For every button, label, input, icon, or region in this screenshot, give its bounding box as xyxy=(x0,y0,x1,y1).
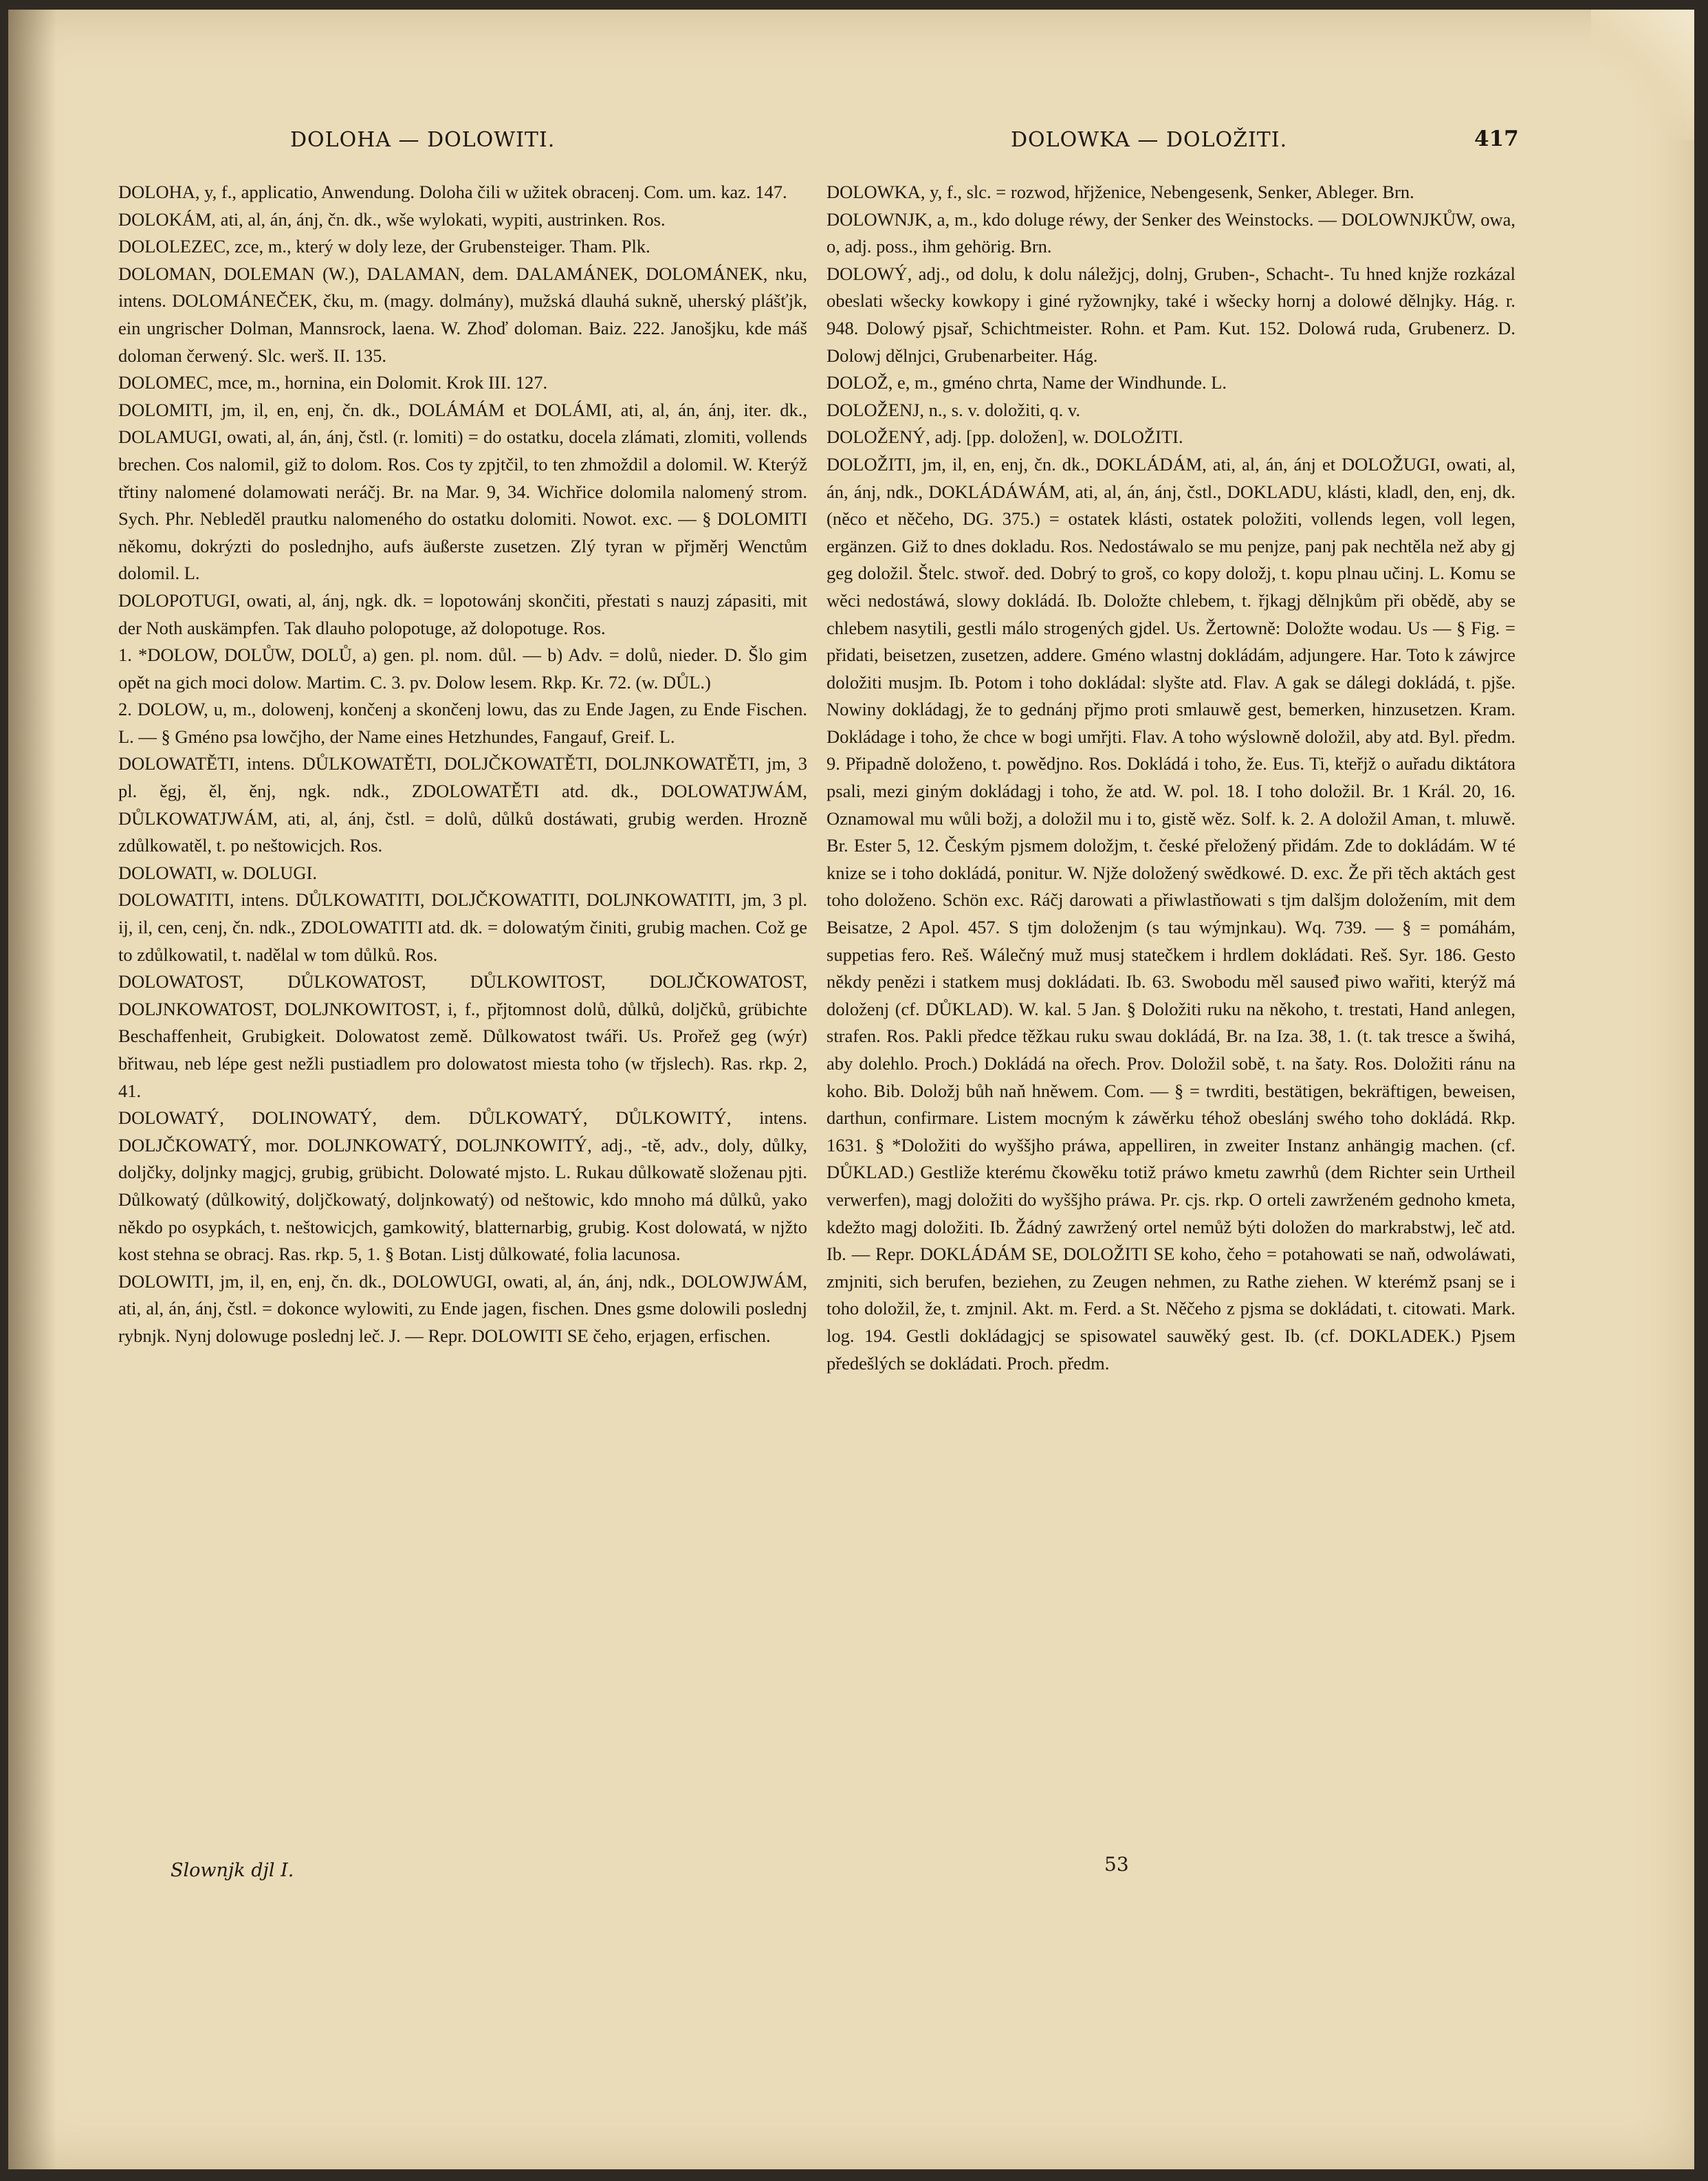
entry-dolowateti: DOLOWATĚTI, intens. DŮLKOWATĚTI, DOLJČKOWATĚTI, DOLJNKOWATĚTI, jm, 3 pl. ěgj, ěl, ěnj, ngk. ndk., ZDOLOWATĚTI atd. dk., DOLOWATJWÁM, DŮLKOWATJWÁM, ati, al, ánj, čstl. = dolů, důlků dostáwati, grubig werden. Hrozně zdůlkowatěl, t. po neštowicjch. Ros. xyxy=(118,753,807,856)
folded-page-corner xyxy=(1591,10,1694,140)
left-column xyxy=(118,179,807,1857)
entry-doloha: DOLOHA, y, f., applicatio, Anwendung. Doloha čili w užitek obracenj. Com. um. kaz. 147. xyxy=(118,182,787,202)
entry-dolokam: DOLOKÁM, ati, al, án, ánj, čn. dk., wše wylokati, wypiti, austrinken. Ros. xyxy=(118,208,666,230)
entry-dolownjk: DOLOWNJK, a, m., kdo doluge réwy, der Senker des Weinstocks. — DOLOWNJKŮW, owa, o, adj. poss., ihm gehörig. Brn. xyxy=(826,208,1515,257)
entry-dolowiti: DOLOWITI, jm, il, en, enj, čn. dk., DOLOWUGI, owati, al, án, ánj, ndk., DOLOWJWÁM, ati, al, án, ánj, čstl. = dokonce wylowiti, zu Ende jagen, fischen. Dnes gsme dolowili poslednj rybnjk. Nynj dolowuge poslednj leč. J. — Repr. DOLOWITI SE čeho, erjagen, erfischen. xyxy=(118,1270,807,1346)
entry-dolow-1: 1. *DOLOW, DOLŮW, DOLŮ, a) gen. pl. nom. důl. — b) Adv. = dolů, nieder. D. Šlo gim opět na gich moci dolow. Martim. C. 3. pv. Dolow lesem. Rkp. Kr. 72. (w. DŮL.) xyxy=(118,644,807,693)
entry-dolowy: DOLOWÝ, adj., od dolu, k dolu náležjcj, dolnj, Gruben-, Schacht-. Tu hned knjže rozkázal obeslati wšecky kowkopy i giné ryžownjky, také i wšecky hornj a dolowé dělnjky. Hág. r. 948. Dolowý pjsař, Schichtmeister. Rohn. et Pam. Kut. 152. Dolowá ruda, Grubenerz. D. Dolowj dělnjci, Grubenarbeiter. Hág. xyxy=(826,263,1515,366)
book-spine-shadow xyxy=(8,10,56,2169)
entry-dolow-2: 2. DOLOW, u, m., dolowenj, končenj a skončenj lowu, das zu Ende Jagen, zu Ende Fischen. L. — § Gméno psa lowčjho, der Name eines Hetzhundes, Fangauf, Greif. L. xyxy=(118,699,807,747)
entry-dolomec: DOLOMEC, mce, m., hornina, ein Dolomit. Krok III. 127. xyxy=(118,372,548,393)
entry-dolomiti: DOLOMITI, jm, il, en, enj, čn. dk., DOLÁMÁM et DOLÁMI, ati, al, án, ánj, iter. dk., DOLAMUGI, owati, al, án, ánj, čstl. (r. lomiti) = do ostatku, docela zlámati, zlomiti, vollends brechen. Cos nalomil, giž to dolom. Ros. Cos ty zpjtčil, to ten zhmoždil a dolomil. W. Kterýž třtiny nalomené dolamowati neráčj. Br. na Mar. 9, 34. Wichřice dolomila nalomený strom. Sych. Phr. Nebleděl prautku nalomeného do ostatku dolomiti. Nowot. exc. — § DOLOMITI někomu, dokrýzti do poslednjho, aufs äußerste zusetzen. Zlý tyran w přjměrj Wenctům dolomil. L. xyxy=(118,399,807,584)
entry-dolozeny: DOLOŽENÝ, adj. [pp. doložen], w. DOLOŽITI. xyxy=(826,426,1183,448)
entry-dolož: DOLOŽ, e, m., gméno chrta, Name der Windhunde. L. xyxy=(826,372,1227,393)
entry-dolowatost: DOLOWATOST, DŮLKOWATOST, DŮLKOWITOST, DOLJČKOWATOST, DOLJNKOWATOST, DOLJNKOWITOST, i, f., přjtomnost dolů, důlků, doljčků, grübichte Beschaffenheit, Grubigkeit. Dolowatost země. Důlkowatost twáři. Us. Prořež geg (wýr) břitwau, neb lépe gest nežli pustiadlem pro dolowatost miesta toho (w třjslech). Ras. rkp. 2, 41. xyxy=(118,971,807,1101)
entry-doloman: DOLOMAN, DOLEMAN (W.), DALAMAN, dem. DALAMÁNEK, DOLOMÁNEK, nku, intens. DOLOMÁNEČEK, čku, m. (magy. dolmány), mužská dlauhá sukně, uherský plášťjk, ein ungrischer Dolman, Mannsrock, laena. W. Zhoď doloman. Baiz. 222. Janošjku, kde máš doloman čerwený. Slc. werš. II. 135. xyxy=(118,263,807,366)
right-column xyxy=(826,179,1515,1857)
entry-doložiti: DOLOŽITI, jm, il, en, enj, čn. dk., DOKLÁDÁM, ati, al, án, ánj et DOLOŽUGI, owati, al, án, ánj, ndk., DOKLÁDÁWÁM, ati, al, án, ánj, čstl., DOKLADU, klásti, kladl, den, enj, dk. (něco et něčeho, DG. 375.) = ostatek klásti, ostatek položiti, vollends legen, voll legen, ergänzen. Giž to dnes dokladu. Ros. Nedostáwalo se mu penjze, panj pak nechtěla než aby gj geg doložil. Štelc. stwoř. ded. Dobrý to groš, co kopy doložj, t. kopu plnau učinj. L. Komu se wěci nedostáwá, slowy dokládá. Ib. Doložte chlebem, t. řjkagj dělnjkům při obědě, aby se chlebem nasytili, gestli málo strogených gjdel. Us. Žertowně: Doložte wodau. Us — § Fig. = přidati, beisetzen, zusetzen, addere. Gméno wlastnj dokládám, adjungere. Har. Toto k záwjrce doložiti musjm. Ib. Potom i toho dokládal: slyšte atd. Flav. A gak se dálegi dokládá, t. pjše. Nowiny dokládagj, že to gednánj přjmo proti smlauwě gest, bemerken, hinzusetzen. Kram. Dokládage i toho, že chce w bogi umřjti. Flav. A toho wýslowně doložil, aby atd. Byl. předm. 9. Připadně doloženo, t. powědjno. Ros. Dokládá i toho, že. Eus. Ti, kteřjž o auřadu diktátora psali, mezi giným dokládagj i toho, že atd. W. pol. 18. I toho doložil. Br. 1 Král. 20, 16. Oznamowal mu wůli božj, a doložil mu i to, gistě wěz. Solf. k. 2. A doložil Aman, t. mluwě. Br. Ester 5, 12. Českým pjsmem doložjm, t. české přeložený přidám. Zde to dokládám. W té knize se i toho dokládá, ponitur. W. Njže doložený swědkowé. D. exc. Že při těch aktách gest toho doloženo. Schön exc. Ráčj darowati a přiwlastňowati s tjm dalšjm doložením, mit dem Beisatze, 2 Apol. 457. S tjm doloženjm (s tau wýmjnkau). Wq. 739. — § = pomáhám, suppetias fero. Reš. Wálečný muž musj statečkem i hrdlem dokládati. Reš. Syr. 186. Gesto někdy penězi i statkem musj dokládati. Ib. 63. Swobodu měl sauseđ piwo wařiti, kterýž má doloženj (cf. DŮKLAD). W. kal. 5 Jan. § Doložiti ruku na někoho, t. trestati, Hand anlegen, strafen. Ros. Pakli předce těžkau ruku swau dokládá, Br. na Iza. 38, 1. (t. tak tresce a šwihá, aby dolehlo. Proch.) Dokládá na ořech. Prov. Doložil sobě, t. na šaty. Ros. Doložiti ránu na koho. Bib. Doložj bůh naň hněwem. Com. — § = twrditi, bestätigen, bekräftigen, beweisen, darthun, confirmare. Listem mocným k záwěrku téhož obeslánj swého toho dokládá. Rkp. 1631. § *Doložiti do wyššjho práwa, appelliren, in zweiter Instanz anhängig machen. (cf. DŮKLAD.) Gestliže kterému čkowěku totiž práwo kmetu zawrhů (dem Richter sein Urtheil verwerfen), magj doložiti do wyššjho práwa. Pr. cjs. rkp. O orteli zawrženém gednoho kmeta, kdežto magj doložiti. Ib. Žádný zawržený ortel nemůž býti doložen do markrabstwj, leč atd. Ib. — Repr. DOKLÁDÁM SE, DOLOŽITI SE koho, čeho = potahowati se naň, odwoláwati, zmjniti, sich berufen, beziehen, zu Zeugen nehmen, zu Rathe ziehen. W kterémž psanj se i toho doložil, že, t. zmjnil. Akt. m. Ferd. a St. Něčeho z pjsma se dokládati, t. citowati. Mark. log. 194. Gestli dokládagjcj se spisowatel sauwěký gest. Ib. (cf. DOKLADEK.) Pjsem předešlých se dokládati. Proch. předm. xyxy=(826,453,1515,1374)
signature-mark: Slownjk djl I. xyxy=(171,1860,294,1881)
entry-dolowatiti: DOLOWATITI, intens. DŮLKOWATITI, DOLJČKOWATITI, DOLJNKOWATITI, jm, 3 pl. ij, il, cen, cenj, čn. ndk., ZDOLOWATITI atd. dk. = dolowatým činiti, grubig machen. Což ge to zdůlkowatil, t. nadělal w tom důlků. Ros. xyxy=(118,889,807,965)
entry-dolowati: DOLOWATI, w. DOLUGI. xyxy=(118,862,317,883)
sheet-number: 53 xyxy=(1104,1853,1129,1876)
page-number: 417 xyxy=(1474,127,1519,151)
entry-dolowaty: DOLOWATÝ, DOLINOWATÝ, dem. DŮLKOWATÝ, DŮLKOWITÝ, intens. DOLJČKOWATÝ, mor. DOLJNKOWATÝ, DOLJNKOWITÝ, adj., -tě, adv., doly, důlky, doljčky, doljnky magjcj, grubig, grübicht. Dolowaté mjsto. L. Rukau důlkowatě složenau pjti. Důlkowatý (důlkowitý, doljčkowatý, doljnkowatý) od neštowic, kdo mnoho má důlků, yako někdo po osypkách, t. neštowicjch, gamkowitý, blatternarbig, grubig. Kost dolowatá, w njžto kost stehna se obracj. Ras. rkp. 5, 1. § Botan. Listj důlkowaté, folia lacunosa. xyxy=(118,1107,807,1265)
entry-doloženj: DOLOŽENJ, n., s. v. doložiti, q. v. xyxy=(826,399,1081,420)
right-running-head: DOLOWKA — DOLOŽITI. xyxy=(1011,128,1288,152)
entry-dolopotugi: DOLOPOTUGI, owati, al, ánj, ngk. dk. = lopotowánj skončiti, přestati s nauzj zápasiti, mit der Noth auskämpfen. Tak dlauho polopotuge, až dolopotuge. Ros. xyxy=(118,589,807,638)
left-running-head: DOLOHA — DOLOWITI. xyxy=(290,128,556,152)
entry-dolowka: DOLOWKA, y, f., slc. = rozwod, hřjženice, Nebengesenk, Senker, Ableger. Brn. xyxy=(826,182,1414,202)
entry-dololezec: DOLOLEZEC, zce, m., který w doly leze, der Grubensteiger. Tham. Plk. xyxy=(118,236,650,257)
dictionary-page xyxy=(8,10,1694,2169)
